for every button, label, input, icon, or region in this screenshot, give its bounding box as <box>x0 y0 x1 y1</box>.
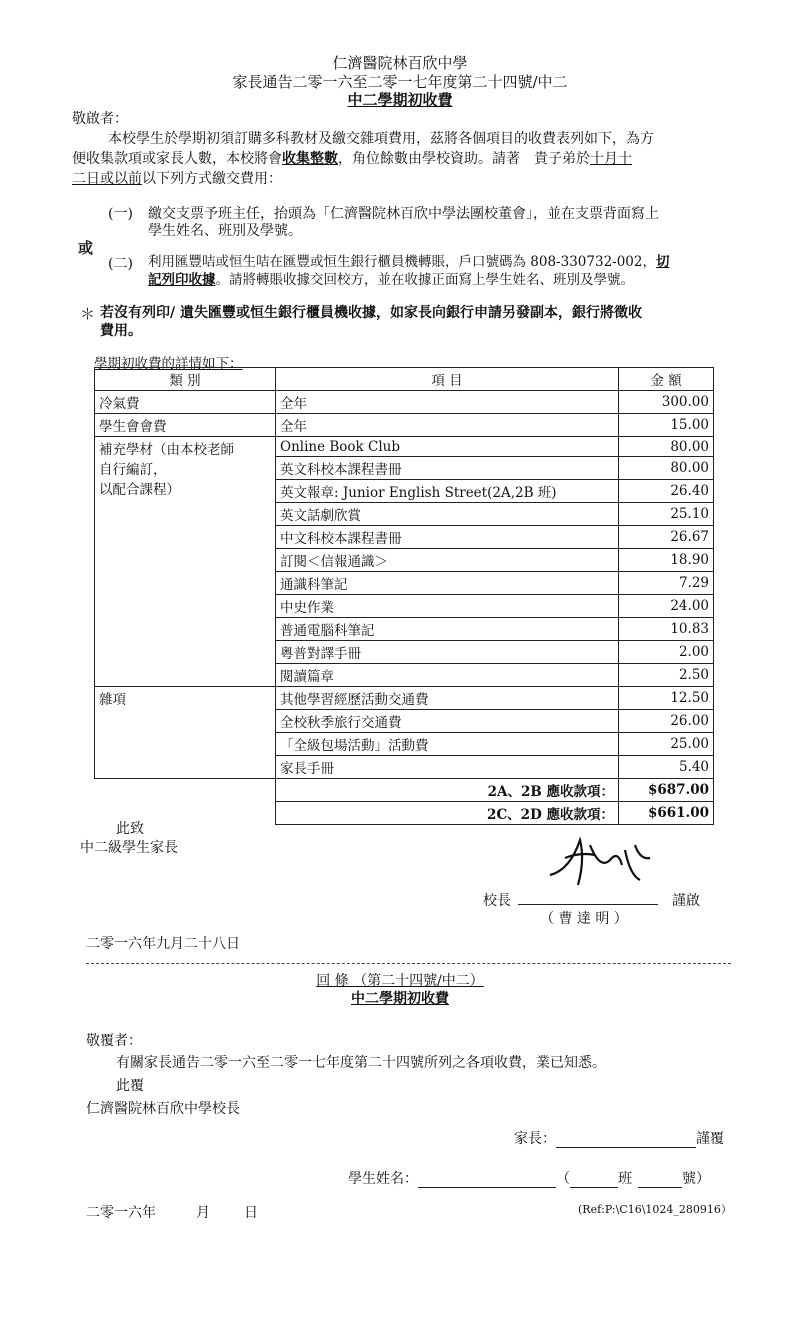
deadline-part: 十月十 <box>590 151 632 167</box>
principal-signature <box>540 830 660 900</box>
method-2-text: 利用匯豐咭或恒生咭在匯豐或恒生銀行櫃員機轉賬，戶口號碼為 808-330732-002， <box>148 254 656 270</box>
reply-to: 仁濟醫院林百欣中學校長 <box>86 1101 240 1117</box>
item-cell: 普通電腦科筆記 <box>276 618 619 641</box>
amount-cell: 2.00 <box>619 641 714 664</box>
table-row <box>95 414 714 437</box>
method-2-line-1 <box>148 250 669 270</box>
reply-salutation: 敬覆者： <box>86 1033 142 1049</box>
item-cell: 其他學習經歷活動交通費 <box>276 687 619 710</box>
amount-cell: 300.00 <box>619 391 714 414</box>
signature-line <box>518 904 658 905</box>
item-cell: 家長手冊 <box>276 756 619 779</box>
tear-line <box>86 963 731 964</box>
school-name: 仁濟醫院林百欣中學 <box>332 54 468 72</box>
principal-label: 校長 <box>483 893 511 909</box>
reference-code: (Ref:P:\C16\1024_280916） <box>578 1203 732 1216</box>
amount-cell: 80.00 <box>619 437 714 457</box>
fee-table <box>94 367 714 825</box>
method-2-text: 。請將轉賬收據交回校方，並在收據正面寫上學生姓名、班別及學號。 <box>215 272 634 288</box>
item-cell: 全年 <box>276 391 619 414</box>
closing-ci: 此致 <box>116 821 144 837</box>
number-line[interactable] <box>638 1171 682 1188</box>
method-2-number: (二) <box>108 256 133 272</box>
amount-cell: 10.83 <box>619 618 714 641</box>
parent-label: 家長： <box>514 1131 556 1147</box>
salutation: 敬啟者： <box>72 111 128 127</box>
total-label: 2C、2D 應收款項： <box>276 802 619 825</box>
student-name-line[interactable] <box>418 1171 556 1188</box>
header-amount: 金 額 <box>619 368 714 391</box>
page-title: 中二學期初收費 <box>347 91 453 109</box>
item-cell: 英文報章: Junior English Street(2A,2B 班) <box>276 480 619 503</box>
student-name-label: 學生姓名： <box>348 1171 418 1187</box>
method-1-line-1: 繳交支票予班主任，抬頭為「仁濟醫院林百欣中學法團校董會」，並在支票背面寫上 <box>148 206 659 222</box>
deadline-part: 二日或以前 <box>72 171 142 187</box>
intro-line-1: 本校學生於學期初須訂購多科教材及繳交雜項費用，茲將各個項目的收費表列如下，為方 <box>108 131 654 147</box>
note-line-1: 若沒有列印/ 遺失匯豐或恒生銀行櫃員機收據，如家長向銀行申請另發副本，銀行將徵收 <box>100 305 642 321</box>
amount-cell: 15.00 <box>619 414 714 437</box>
intro-emphasis: 收集整數 <box>282 151 338 167</box>
principal-name: （ 曹 達 明 ） <box>540 911 628 927</box>
closing-to: 中二級學生家長 <box>80 840 178 856</box>
method-2-line-2 <box>148 268 634 288</box>
amount-cell: 80.00 <box>619 457 714 480</box>
amount-cell: 25.00 <box>619 733 714 756</box>
category-cell: 雜項 <box>95 687 276 779</box>
reply-date-month: 月 <box>196 1205 210 1221</box>
amount-cell: 18.90 <box>619 549 714 572</box>
method-2-emphasis: 切 <box>655 254 670 270</box>
item-cell: Online Book Club <box>276 437 619 457</box>
amount-cell: 26.40 <box>619 480 714 503</box>
parent-respect: 謹覆 <box>696 1131 724 1147</box>
reply-date-year: 二零一六年 <box>86 1205 156 1221</box>
item-cell: 英文科校本課程書冊 <box>276 457 619 480</box>
amount-cell: 24.00 <box>619 595 714 618</box>
reply-body: 有關家長通告二零一六至二零一七年度第二十四號所列之各項收費，業已知悉。 <box>116 1055 606 1071</box>
amount-cell: 12.50 <box>619 687 714 710</box>
parent-signature-line[interactable] <box>556 1131 696 1148</box>
intro-text: 以下列方式繳交費用： <box>142 171 282 187</box>
item-cell: 中文科校本課程書冊 <box>276 526 619 549</box>
class-line[interactable] <box>570 1171 618 1188</box>
total-row <box>95 779 714 802</box>
intro-line-3 <box>72 168 282 188</box>
note-star: ＊ <box>80 305 96 323</box>
amount-cell: 25.10 <box>619 503 714 526</box>
item-cell: 通識科筆記 <box>276 572 619 595</box>
item-cell: 中史作業 <box>276 595 619 618</box>
intro-text: ，角位餘數由學校資助。請著 貴子弟於 <box>338 151 590 167</box>
table-row <box>95 437 714 457</box>
header-item: 項 目 <box>276 368 619 391</box>
amount-cell: 7.29 <box>619 572 714 595</box>
notice-date: 二零一六年九月二十八日 <box>86 936 240 952</box>
total-amount: $687.00 <box>619 779 714 802</box>
amount-cell: 26.00 <box>619 710 714 733</box>
method-2-emphasis: 記列印收據 <box>148 272 216 288</box>
parent-signature-field[interactable] <box>514 1128 724 1148</box>
note-line-2: 費用。 <box>100 323 142 339</box>
method-1-line-2: 學生姓名、班別及學號。 <box>148 223 302 239</box>
number-label: 號） <box>682 1171 710 1187</box>
student-info-field[interactable] <box>348 1168 710 1188</box>
category-cell: 學生會會費 <box>95 414 276 437</box>
amount-cell: 2.50 <box>619 664 714 687</box>
item-cell: 全年 <box>276 414 619 437</box>
table-row <box>95 391 714 414</box>
or-label: 或 <box>78 239 94 257</box>
header-category: 類 別 <box>95 368 276 391</box>
item-cell: 訂閱＜信報通識＞ <box>276 549 619 572</box>
reply-date-day: 日 <box>244 1205 258 1221</box>
reply-subtitle: 中二學期初收費 <box>351 991 449 1007</box>
total-label: 2A、2B 應收款項： <box>276 779 619 802</box>
total-row <box>95 802 714 825</box>
blank-cell <box>95 779 276 802</box>
table-row <box>95 687 714 710</box>
total-amount: $661.00 <box>619 802 714 825</box>
respect-label: 謹啟 <box>672 893 700 909</box>
category-cell: 補充學材（由本校老師 自行編訂， 以配合課程） <box>95 437 276 687</box>
notice-number: 家長通告二零一六至二零一七年度第二十四號/中二 <box>232 73 568 91</box>
item-cell: 全校秋季旅行交通費 <box>276 710 619 733</box>
amount-cell: 5.40 <box>619 756 714 779</box>
item-cell: 「全級包場活動」活動費 <box>276 733 619 756</box>
item-cell: 英文話劇欣賞 <box>276 503 619 526</box>
reply-title: 回 條 （第二十四號/中二） <box>316 973 484 989</box>
class-open: （ <box>556 1171 570 1187</box>
item-cell: 閱讀篇章 <box>276 664 619 687</box>
class-label: 班 <box>618 1171 632 1187</box>
table-header-row <box>95 368 714 391</box>
method-1-number: (一) <box>108 206 133 222</box>
reply-ci: 此覆 <box>116 1078 144 1094</box>
category-cell: 冷氣費 <box>95 391 276 414</box>
intro-text: 便收集款項或家長人數，本校將會 <box>72 151 282 167</box>
table-caption: 學期初收費的詳情如下： <box>94 356 243 372</box>
intro-line-2 <box>72 148 632 168</box>
item-cell: 粵普對譯手冊 <box>276 641 619 664</box>
amount-cell: 26.67 <box>619 526 714 549</box>
